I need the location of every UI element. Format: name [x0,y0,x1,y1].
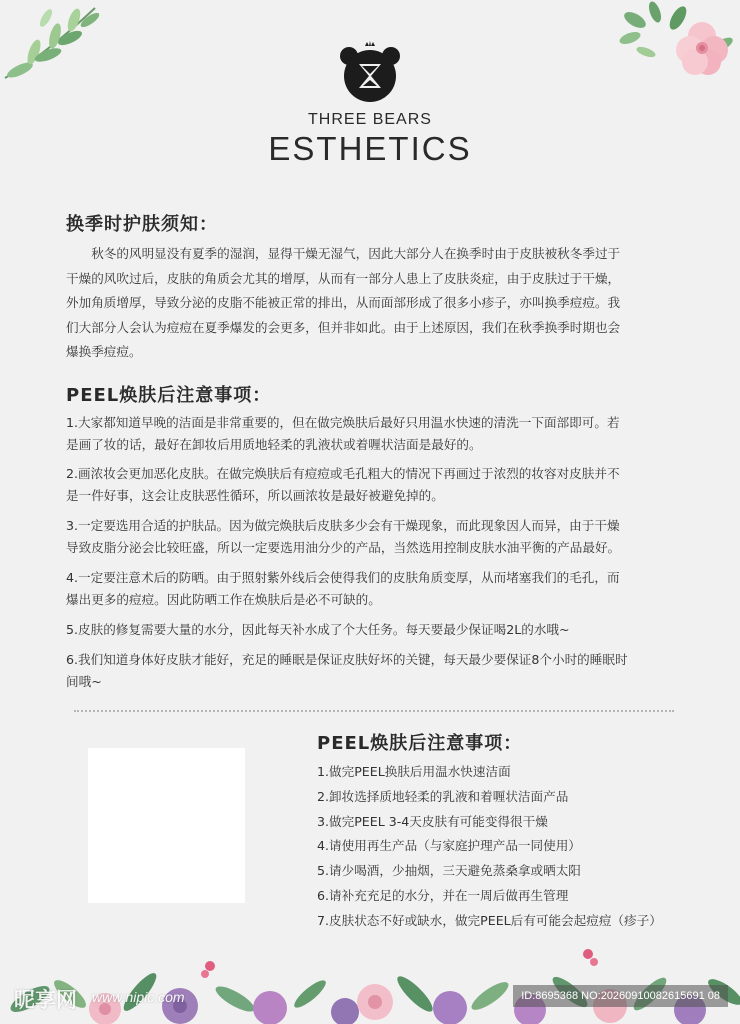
pink-flower-decoration [610,0,740,85]
peel-note-item [66,412,674,455]
item-line: 3.一定要选用合适的护肤品。因为做完焕肤后皮肤多少会有干燥现象，而此现象因人而异，由于干燥 [66,518,620,533]
paragraph-line: 们大部分人会认为痘痘在夏季爆发的会更多，但并非如此。由于上述原因，我们在秋季换季时期也会 [66,319,621,335]
item-line: 6.我们知道身体好皮肤才能好，充足的睡眠是保证皮肤好坏的关键，每天最少要保证8个小时的睡眠时 [66,652,628,667]
item-line: 爆出更多的痘痘。因此防晒工作在焕肤后是必不可缺的。 [66,591,381,607]
leaf-branch-decoration [0,0,110,90]
peel-note-item [66,567,674,610]
peel-steps-list [317,760,662,934]
peel-note-item [66,515,674,558]
item-line: 2.画浓妆会更加恶化皮肤。在做完焕肤后有痘痘或毛孔粗大的情况下再画过于浓烈的妆容对皮肤并不 [66,466,620,481]
list-item: 2.卸妆选择质地轻柔的乳液和着喱状洁面产品 [317,788,569,804]
item-line: 是画了妆的话，最好在卸妆后用质地轻柔的乳液状或着喱状洁面是最好的。 [66,436,482,452]
peel-note-item [66,619,674,641]
brand-title: ESTHETICS [268,130,472,167]
brand-subtitle: THREE BEARS [308,111,432,128]
section-paragraph-seasonal-care [66,242,676,365]
watermark-site-name: 昵享网 [14,988,77,1012]
item-line: 1.大家都知道早晚的洁面是非常重要的，但在做完焕肤后最好只用温水快速的清洗一下面部即可。若 [66,415,620,430]
item-line: 是一件好事，这会让皮肤恶性循环，所以画浓妆是最好被避免掉的。 [66,487,444,503]
watermark-url: www.nipic.com [92,989,185,1005]
peel-note-item [66,649,674,692]
section-title-peel-notes-short: PEEL焕肤后注意事项： [317,733,523,754]
list-item: 5.请少喝酒，少抽烟，三天避免蒸桑拿或晒太阳 [317,863,581,879]
item-line: 导致皮脂分泌会比较旺盛，所以一定要选用油分少的产品，当然选用控制皮肤水油平衡的产品最好。 [66,539,621,555]
watermark-id: ID:8695368 NO:20260910082615691 08 [513,985,728,1007]
item-line: 5.皮肤的修复需要大量的水分，因此每天补水成了个大任务。每天要最少保证喝2L的水哦~ [66,622,570,637]
item-line: 4.一定要注意术后的防晒。由于照射紫外线后会使得我们的皮肤角质变厚，从而堵塞我们的毛孔，而 [66,570,620,585]
image-placeholder [88,748,245,903]
section-title-peel-notes: PEEL焕肤后注意事项： [66,385,272,406]
list-item: 3.做完PEEL 3-4天皮肤有可能变得很干燥 [317,813,548,829]
item-line: 间哦~ [66,673,102,689]
paragraph-line: 干燥的风吹过后，皮肤的角质会尤其的增厚，从而有一部分人患上了皮肤炎症，由于皮肤过于干燥， [66,270,621,286]
paragraph-line: 外加角质增厚，导致分泌的皮脂不能被正常的排出，从而面部形成了很多小疹子，亦叫换季痘痘。我 [66,295,621,310]
list-item: 1.做完PEEL换肤后用温水快速洁面 [317,764,511,779]
floral-border-decoration [0,944,740,1024]
list-item: 4.请使用再生产品（与家庭护理产品一同使用） [317,838,581,854]
paragraph-line: 爆换季痘痘。 [66,344,142,359]
peel-note-item [66,463,674,506]
list-item: 6.请补充充足的水分，并在一周后做再生管理 [317,887,569,903]
bear-hourglass-icon [338,40,402,104]
paragraph-line: 秋冬的风明显没有夏季的湿润，显得干燥无湿气，因此大部分人在换季时由于皮肤被秋冬季过于 [66,246,621,261]
list-item: 7.皮肤状态不好或缺水，做完PEEL后有可能会起痘痘（疹子） [317,912,662,928]
section-title-seasonal-care: 换季时护肤须知： [66,214,218,235]
dotted-divider [74,710,674,712]
